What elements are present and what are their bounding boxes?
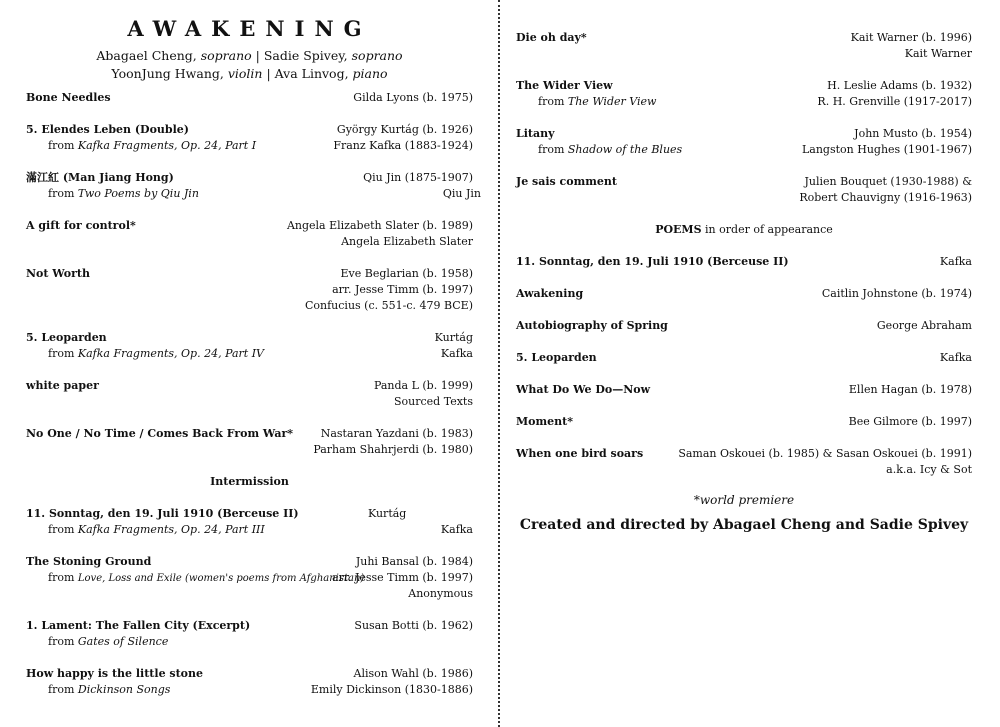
composer: Juhi Bansal (b. 1984) bbox=[355, 555, 473, 568]
author: R. H. Grenville (1917-2017) bbox=[817, 95, 972, 108]
author: Anonymous bbox=[408, 587, 473, 600]
program-entry bbox=[26, 170, 481, 202]
poems-heading-sub: in order of appearance bbox=[701, 223, 833, 236]
poem-title: 11. Sonntag, den 19. Juli 1910 (Berceuse II) bbox=[516, 255, 789, 268]
source-work: from Two Poems by Qiu Jin bbox=[48, 187, 199, 200]
composer: Qiu Jin (1875-1907) bbox=[363, 171, 473, 184]
performers-line-1 bbox=[26, 47, 473, 65]
piece-title: How happy is the little stone bbox=[26, 667, 203, 680]
piece-title: Not Worth bbox=[26, 267, 90, 280]
piece-title: Je sais comment bbox=[516, 175, 617, 188]
composer: John Musto (b. 1954) bbox=[854, 127, 972, 140]
poem-title: When one bird soars bbox=[516, 447, 644, 460]
poem-title: What Do We Do—Now bbox=[516, 383, 651, 396]
source-work: from Love, Loss and Exile (women's poems from Afghanistan) bbox=[48, 571, 365, 584]
composer: György Kurtág (b. 1926) bbox=[336, 123, 473, 136]
right-column bbox=[516, 0, 972, 533]
arranger: arr. Jesse Timm (b. 1997) bbox=[332, 571, 473, 584]
performer-name: Sadie Spivey, bbox=[263, 48, 352, 63]
poem-author: Caitlin Johnstone (b. 1974) bbox=[821, 287, 972, 300]
program-entry bbox=[516, 174, 972, 206]
poem-title: Moment* bbox=[516, 415, 573, 428]
program-entry bbox=[26, 378, 473, 410]
program-entry bbox=[26, 330, 473, 362]
author: Kafka bbox=[440, 523, 473, 536]
program-entry bbox=[26, 618, 473, 650]
poem-entry bbox=[516, 254, 972, 270]
performer-role: soprano bbox=[200, 48, 252, 63]
program-entry bbox=[26, 90, 473, 106]
program-entry bbox=[26, 266, 473, 314]
author: Sourced Texts bbox=[394, 395, 473, 408]
composer: Gilda Lyons (b. 1975) bbox=[353, 91, 473, 104]
piece-title: 5. Leoparden bbox=[26, 331, 107, 344]
composer: Eve Beglarian (b. 1958) bbox=[340, 267, 473, 280]
performer-role: piano bbox=[352, 66, 388, 81]
composer: Kait Warner (b. 1996) bbox=[850, 31, 972, 44]
author: Parham Shahrjerdi (b. 1980) bbox=[313, 443, 473, 456]
source-work: from Kafka Fragments, Op. 24, Part I bbox=[48, 139, 257, 152]
credits: Created and directed by Abagael Cheng and Sadie Spivey bbox=[519, 517, 969, 533]
poems-list bbox=[516, 254, 972, 478]
performer-name: Abagael Cheng, bbox=[96, 48, 201, 63]
author: Langston Hughes (1901-1967) bbox=[801, 143, 972, 156]
piece-title: Litany bbox=[516, 127, 555, 140]
performers-line-2 bbox=[26, 65, 473, 83]
composer: Susan Botti (b. 1962) bbox=[354, 619, 473, 632]
composer: Nastaran Yazdani (b. 1983) bbox=[320, 427, 473, 440]
source-work: from Kafka Fragments, Op. 24, Part IV bbox=[48, 347, 265, 360]
poem-entry bbox=[516, 318, 972, 334]
poem-entry bbox=[516, 446, 972, 478]
composer: H. Leslie Adams (b. 1932) bbox=[827, 79, 972, 92]
piece-title: 1. Lament: The Fallen City (Excerpt) bbox=[26, 619, 251, 632]
source-work: from Shadow of the Blues bbox=[538, 143, 683, 156]
left-column bbox=[26, 0, 481, 698]
program-entry bbox=[26, 554, 473, 602]
composer: Alison Wahl (b. 1986) bbox=[353, 667, 473, 680]
piece-title: A gift for control* bbox=[26, 219, 136, 232]
piece-title: 5. Elendes Leben (Double) bbox=[26, 123, 189, 136]
author: Kafka bbox=[440, 347, 473, 360]
poem-author-alias: a.k.a. Icy & Sot bbox=[886, 463, 972, 476]
poem-author: George Abraham bbox=[876, 319, 972, 332]
poem-title: Autobiography of Spring bbox=[516, 319, 668, 332]
poem-title: 5. Leoparden bbox=[516, 351, 597, 364]
composer: Panda L (b. 1999) bbox=[373, 379, 473, 392]
poem-author: Kafka bbox=[939, 351, 972, 364]
poem-author: Ellen Hagan (b. 1978) bbox=[848, 383, 972, 396]
author: Qiu Jin bbox=[442, 187, 481, 200]
poems-heading bbox=[516, 222, 972, 238]
poem-author: Kafka bbox=[939, 255, 972, 268]
poem-author: Saman Oskouei (b. 1985) & Sasan Oskouei (b. 1991) bbox=[678, 447, 972, 460]
program-entry bbox=[516, 126, 972, 158]
poem-author: Bee Gilmore (b. 1997) bbox=[848, 415, 972, 428]
program-entry bbox=[26, 426, 473, 458]
program-entry bbox=[516, 78, 972, 110]
poems-heading-label: POEMS bbox=[655, 223, 702, 236]
program-entry bbox=[26, 506, 473, 538]
piece-title: The Wider View bbox=[516, 79, 613, 92]
piece-title: white paper bbox=[26, 379, 99, 392]
piece-title: No One / No Time / Comes Back From War* bbox=[26, 427, 293, 440]
composer: Julien Bouquet (1930-1988) & bbox=[804, 175, 972, 188]
composer: Kurtág bbox=[434, 331, 473, 344]
separator: | bbox=[262, 66, 275, 81]
author: Confucius (c. 551-c. 479 BCE) bbox=[304, 299, 473, 312]
arranger: arr. Jesse Timm (b. 1997) bbox=[332, 283, 473, 296]
source-work: from The Wider View bbox=[538, 95, 657, 108]
source-work: from Dickinson Songs bbox=[48, 683, 171, 696]
intermission-label: Intermission bbox=[210, 475, 289, 488]
piece-title: 11. Sonntag, den 19. Juli 1910 (Berceuse II) bbox=[26, 507, 299, 520]
author: Angela Elizabeth Slater bbox=[341, 235, 473, 248]
composer-2: Robert Chauvigny (1916-1963) bbox=[799, 191, 972, 204]
performer-name: Ava Linvog, bbox=[274, 66, 353, 81]
program-entry bbox=[516, 30, 972, 62]
poem-title: Awakening bbox=[516, 287, 584, 300]
separator: | bbox=[251, 48, 264, 63]
poem-entry bbox=[516, 350, 972, 366]
program-title: AWAKENING bbox=[127, 16, 372, 41]
performer-role: violin bbox=[227, 66, 263, 81]
piece-title: 滿江紅 (Man Jiang Hong) bbox=[26, 171, 174, 184]
source-work: from Gates of Silence bbox=[48, 635, 169, 648]
composer: Angela Elizabeth Slater (b. 1989) bbox=[286, 219, 473, 232]
piece-title: Die oh day* bbox=[516, 31, 587, 44]
poem-entry bbox=[516, 286, 972, 302]
composer: Kurtág bbox=[368, 507, 407, 520]
piece-title: Bone Needles bbox=[26, 91, 111, 104]
program-entry bbox=[26, 218, 473, 250]
poem-entry bbox=[516, 414, 972, 430]
program-entry bbox=[26, 666, 473, 698]
author: Franz Kafka (1883-1924) bbox=[333, 139, 473, 152]
piece-title: The Stoning Ground bbox=[26, 555, 152, 568]
performer-name: YoonJung Hwang, bbox=[111, 66, 228, 81]
column-divider bbox=[498, 0, 500, 727]
program-entry bbox=[26, 122, 473, 154]
source-work: from Kafka Fragments, Op. 24, Part III bbox=[48, 523, 265, 536]
author: Kait Warner bbox=[904, 47, 972, 60]
poem-entry bbox=[516, 382, 972, 398]
world-premiere-note: *world premiere bbox=[693, 493, 795, 507]
performer-role: soprano bbox=[351, 48, 403, 63]
author: Emily Dickinson (1830-1886) bbox=[310, 683, 473, 696]
